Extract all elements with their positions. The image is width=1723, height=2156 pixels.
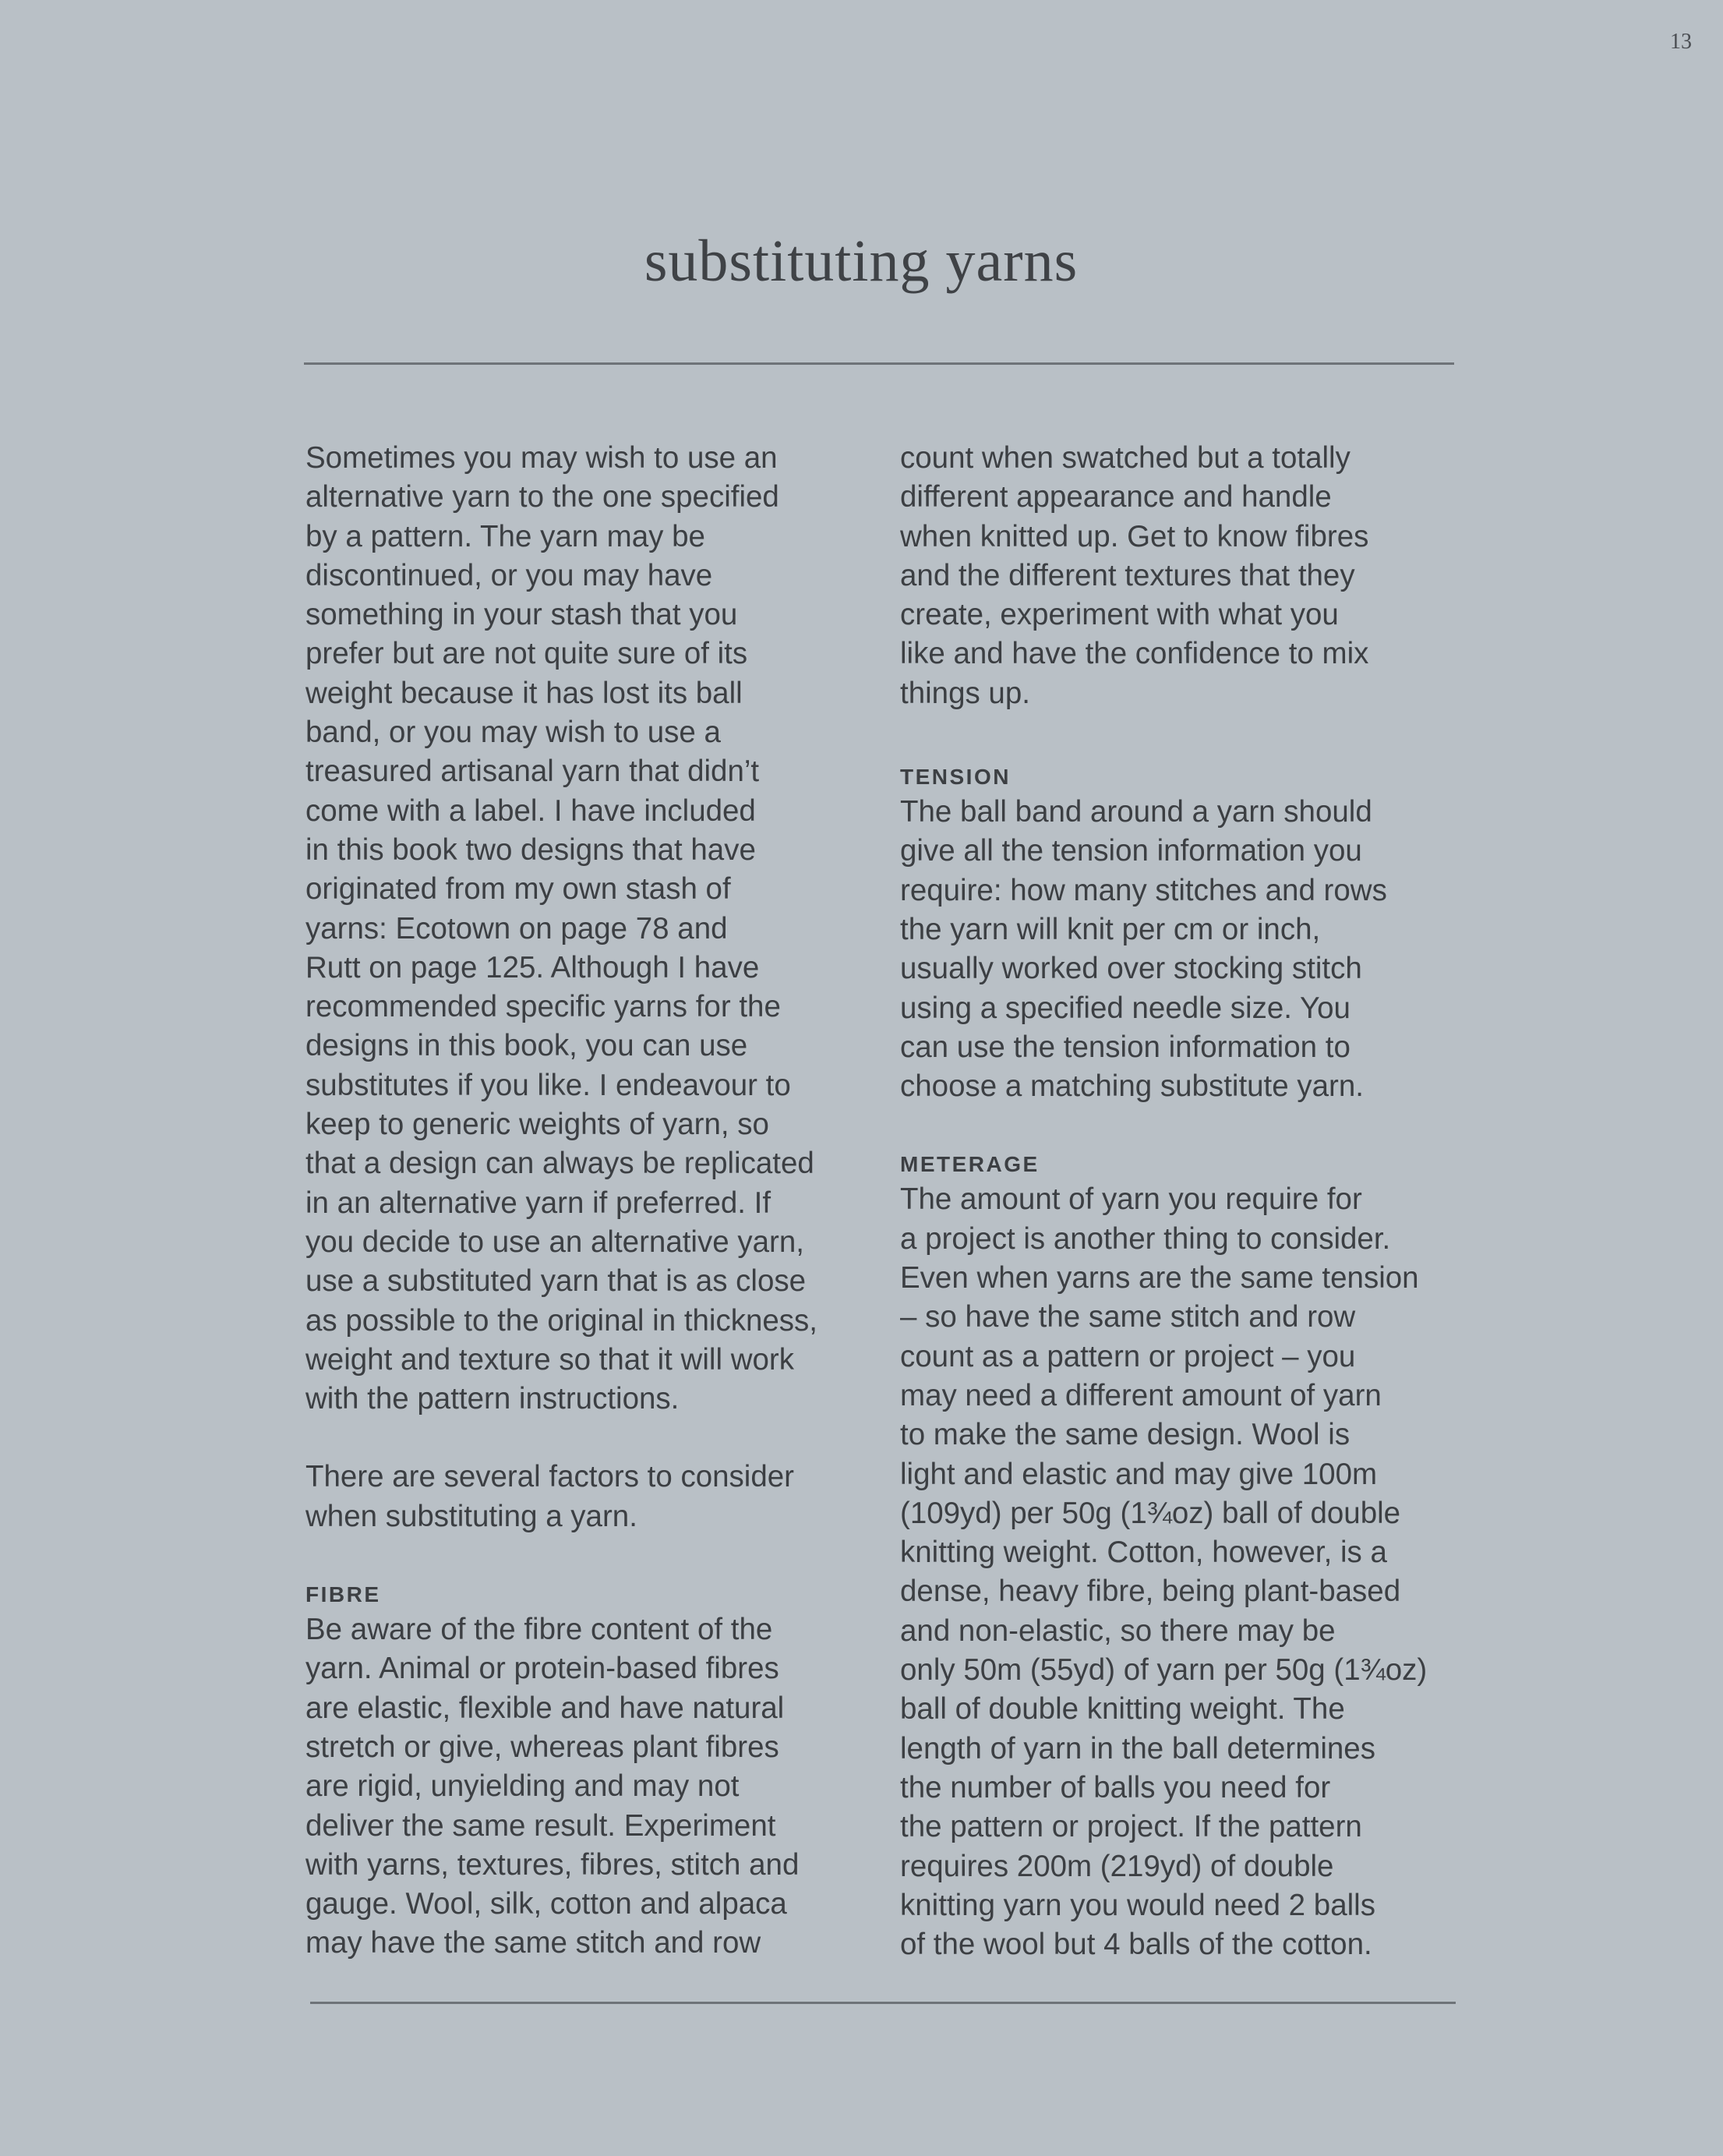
text-line: length of yarn in the ball determines bbox=[900, 1731, 1375, 1765]
text-line: give all the tension information you bbox=[900, 834, 1362, 868]
text-line: the number of balls you need for bbox=[900, 1770, 1331, 1804]
text-line: with the pattern instructions. bbox=[305, 1382, 680, 1416]
text-line: recommended specific yarns for the bbox=[305, 990, 781, 1024]
text-line: different appearance and handle bbox=[900, 480, 1332, 514]
text-line: keep to generic weights of yarn, so bbox=[305, 1108, 769, 1142]
text-line: something in your stash that you bbox=[305, 598, 738, 632]
text-line: when substituting a yarn. bbox=[305, 1499, 637, 1533]
text-line: stretch or give, whereas plant fibres bbox=[305, 1730, 779, 1764]
text-line: – so have the same stitch and row bbox=[900, 1300, 1356, 1334]
text-line: yarn. Animal or protein-based fibres bbox=[305, 1652, 779, 1686]
text-line: when knitted up. Get to know fibres bbox=[900, 519, 1369, 553]
text-line: count as a pattern or project – you bbox=[900, 1339, 1356, 1373]
text-line: Sometimes you may wish to use an bbox=[305, 441, 778, 475]
text-line: usually worked over stocking stitch bbox=[900, 952, 1362, 986]
text-line: weight because it has lost its ball bbox=[305, 676, 743, 710]
text-line: treasured artisanal yarn that didn’t bbox=[305, 755, 760, 789]
text-line: Rutt on page 125. Although I have bbox=[305, 950, 760, 984]
right-column bbox=[900, 439, 1492, 1964]
text-line: and non-elastic, so there may be bbox=[900, 1613, 1336, 1648]
text-line: knitting weight. Cotton, however, is a bbox=[900, 1536, 1387, 1570]
text-line: count when swatched but a totally bbox=[900, 441, 1351, 475]
text-line: choose a matching substitute yarn. bbox=[900, 1069, 1364, 1104]
text-line: and the different textures that they bbox=[900, 558, 1355, 592]
text-line: with yarns, textures, fibres, stitch and bbox=[305, 1847, 800, 1882]
text-line: requires 200m (219yd) of double bbox=[900, 1849, 1334, 1883]
factors-paragraph bbox=[305, 1458, 898, 1536]
text-line: The amount of yarn you require for bbox=[900, 1182, 1362, 1217]
text-line: yarns: Ecotown on page 78 and bbox=[305, 911, 728, 945]
text-line: in this book two designs that have bbox=[305, 832, 756, 867]
text-line: by a pattern. The yarn may be bbox=[305, 519, 705, 553]
text-line: ball of double knitting weight. The bbox=[900, 1692, 1345, 1727]
text-line: come with a label. I have included bbox=[305, 793, 756, 828]
text-line: designs in this book, you can use bbox=[305, 1029, 748, 1063]
text-line: band, or you may wish to use a bbox=[305, 716, 721, 750]
tension-paragraph bbox=[900, 793, 1492, 1106]
text-line: dense, heavy fibre, being plant-based bbox=[900, 1575, 1401, 1609]
text-line: to make the same design. Wool is bbox=[900, 1418, 1351, 1452]
left-column bbox=[305, 439, 898, 1963]
text-line: like and have the confidence to mix bbox=[900, 637, 1369, 671]
text-line: things up. bbox=[900, 676, 1030, 710]
text-line: are rigid, unyielding and may not bbox=[305, 1769, 740, 1804]
text-line: as possible to the original in thickness, bbox=[305, 1303, 818, 1338]
text-line: light and elastic and may give 100m bbox=[900, 1457, 1378, 1491]
text-line: can use the tension information to bbox=[900, 1030, 1351, 1064]
text-line: the yarn will knit per cm or inch, bbox=[900, 912, 1321, 946]
fibre-continued-paragraph bbox=[900, 439, 1492, 713]
text-line: that a design can always be replicated bbox=[305, 1147, 814, 1181]
text-line: create, experiment with what you bbox=[900, 598, 1339, 632]
text-line: gauge. Wool, silk, cotton and alpaca bbox=[305, 1887, 787, 1921]
text-line: only 50m (55yd) of yarn per 50g (1¾oz) bbox=[900, 1653, 1428, 1688]
text-line: in an alternative yarn if preferred. If bbox=[305, 1186, 771, 1220]
bottom-divider bbox=[310, 2002, 1456, 2004]
text-line: The ball band around a yarn should bbox=[900, 795, 1372, 829]
text-line: discontinued, or you may have bbox=[305, 558, 713, 592]
fibre-heading: FIBRE bbox=[305, 1582, 381, 1607]
text-line: use a substituted yarn that is as close bbox=[305, 1264, 807, 1299]
text-line: Be aware of the fibre content of the bbox=[305, 1613, 773, 1647]
text-line: alternative yarn to the one specified bbox=[305, 480, 779, 514]
text-line: the pattern or project. If the pattern bbox=[900, 1810, 1362, 1844]
text-line: weight and texture so that it will work bbox=[305, 1342, 794, 1377]
page-title: substituting yarns bbox=[644, 228, 1079, 294]
page-number: 13 bbox=[1670, 30, 1692, 54]
text-line: Even when yarns are the same tension bbox=[900, 1261, 1419, 1295]
text-line: prefer but are not quite sure of its bbox=[305, 637, 748, 671]
text-line: require: how many stitches and rows bbox=[900, 873, 1387, 907]
text-line: deliver the same result. Experiment bbox=[305, 1808, 776, 1843]
intro-paragraph bbox=[305, 439, 898, 1419]
text-line: (109yd) per 50g (1¾oz) ball of double bbox=[900, 1496, 1401, 1530]
text-line: a project is another thing to consider. bbox=[900, 1221, 1391, 1256]
text-line: knitting yarn you would need 2 balls bbox=[900, 1888, 1375, 1922]
text-line: may need a different amount of yarn bbox=[900, 1378, 1382, 1412]
meterage-paragraph bbox=[900, 1180, 1492, 1964]
text-line: originated from my own stash of bbox=[305, 872, 731, 907]
text-line: of the wool but 4 balls of the cotton. bbox=[900, 1928, 1372, 1962]
top-divider bbox=[304, 362, 1454, 365]
text-line: There are several factors to consider bbox=[305, 1460, 794, 1494]
text-line: you decide to use an alternative yarn, bbox=[305, 1225, 804, 1259]
text-line: using a specified needle size. You bbox=[900, 991, 1351, 1025]
text-line: may have the same stitch and row bbox=[305, 1926, 761, 1960]
text-line: are elastic, flexible and have natural bbox=[305, 1691, 785, 1725]
text-line: substitutes if you like. I endeavour to bbox=[305, 1068, 791, 1102]
tension-heading: TENSION bbox=[900, 765, 1011, 790]
meterage-heading: METERAGE bbox=[900, 1152, 1040, 1177]
fibre-paragraph bbox=[305, 1610, 898, 1963]
